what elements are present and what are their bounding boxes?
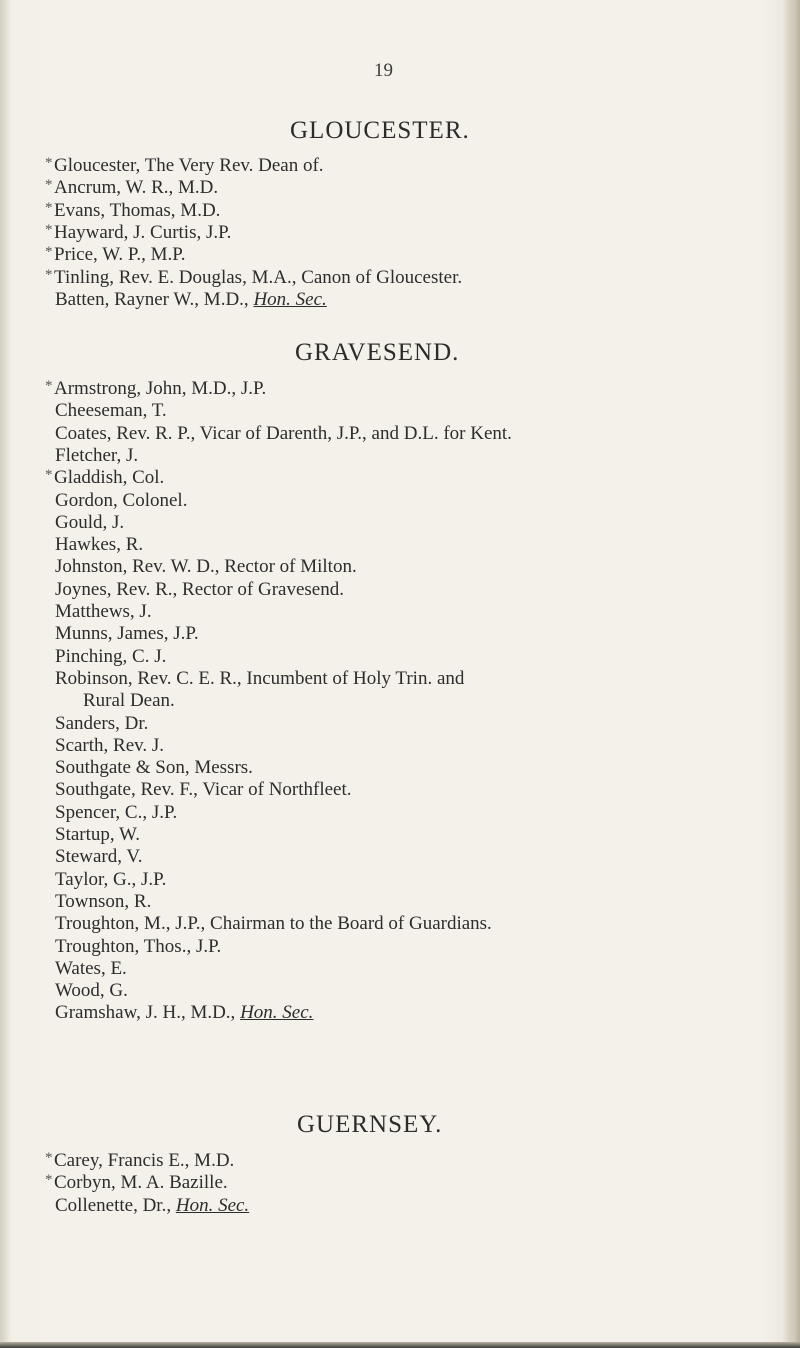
list-item — [83, 690, 175, 712]
entry-text: Carey, Francis E., M.D. — [54, 1150, 235, 1171]
entry-marker: * — [45, 244, 53, 261]
list-item — [55, 735, 164, 757]
entry-text: Gladdish, Col. — [54, 467, 165, 489]
list-item — [55, 646, 166, 668]
entry-marker: * — [45, 467, 53, 484]
list-item — [55, 713, 148, 735]
entry-marker: * — [45, 221, 53, 238]
entry-role-suffix: Hon. Sec. — [253, 288, 327, 310]
entry-text: Gould, J. — [55, 511, 125, 533]
list-item — [55, 913, 492, 935]
entry-text: Batten, Rayner W., M.D., — [55, 288, 254, 310]
entry-text: Munns, James, J.P. — [55, 623, 199, 645]
entry-role-suffix: Hon. Sec. — [175, 1194, 250, 1216]
list-item — [45, 467, 165, 490]
list-item — [45, 378, 267, 401]
entry-marker: * — [45, 1172, 53, 1189]
entry-text: Townson, R. — [55, 890, 152, 912]
list-item — [55, 1002, 313, 1024]
list-item — [45, 199, 221, 223]
list-item — [55, 289, 327, 311]
entry-marker: * — [45, 1150, 53, 1166]
list-item — [55, 1195, 249, 1217]
entry-text: Scarth, Rev. J. — [55, 734, 165, 756]
page-right-edge — [782, 0, 800, 1348]
entry-text: Hawkes, R. — [55, 534, 144, 556]
entry-text: Troughton, Thos., J.P. — [55, 935, 222, 957]
list-item — [55, 423, 512, 445]
entry-text: Cheeseman, T. — [55, 400, 167, 422]
list-item — [55, 445, 138, 467]
entry-text: Price, W. P., M.P. — [54, 244, 186, 266]
list-item — [45, 244, 186, 267]
entry-text: Southgate & Son, Messrs. — [55, 757, 253, 779]
entry-marker: * — [45, 266, 53, 283]
section-heading-gravesend: GRAVESEND. — [295, 339, 460, 366]
entry-text: Robinson, Rev. C. E. R., Incumbent of Holy Trin. and — [55, 667, 465, 689]
entry-text: Rural Dean. — [83, 690, 175, 712]
entry-marker: * — [45, 177, 53, 194]
list-item — [55, 579, 344, 601]
section-heading-gloucester: GLOUCESTER. — [290, 117, 470, 144]
list-item — [55, 824, 140, 846]
list-item — [55, 802, 177, 824]
list-item — [55, 601, 152, 623]
entry-text: Matthews, J. — [55, 601, 152, 622]
page-bottom-edge — [0, 1342, 800, 1348]
entry-text: Troughton, M., J.P., Chairman to the Board of Guardians. — [55, 913, 492, 935]
entry-text: Southgate, Rev. F., Vicar of Northfleet. — [55, 779, 352, 801]
list-item — [55, 668, 464, 690]
section-heading-guernsey: GUERNSEY. — [297, 1111, 443, 1138]
list-item — [55, 534, 143, 556]
entry-text: Startup, W. — [55, 824, 140, 845]
entry-text: Wates, E. — [55, 957, 127, 979]
list-item — [45, 221, 232, 245]
list-item — [55, 936, 221, 958]
entry-text: Hayward, J. Curtis, J.P. — [54, 221, 232, 243]
list-item — [45, 155, 324, 178]
entry-text: Tinling, Rev. E. Douglas, M.A., Canon of Gloucester. — [54, 266, 463, 288]
list-item — [55, 556, 357, 578]
list-item — [45, 266, 463, 290]
entry-text: Taylor, G., J.P. — [55, 868, 167, 890]
entry-role-suffix: Hon. Sec. — [240, 1002, 314, 1024]
entry-text: Joynes, Rev. R., Rector of Gravesend. — [55, 578, 344, 600]
entry-text: Sanders, Dr. — [55, 712, 149, 734]
list-item — [55, 490, 187, 512]
page-number: 19 — [374, 60, 393, 81]
entry-text: Evans, Thomas, M.D. — [54, 199, 221, 221]
entry-text: Johnston, Rev. W. D., Rector of Milton. — [55, 556, 357, 578]
list-item — [45, 177, 219, 200]
list-item — [55, 980, 128, 1002]
entry-text: Steward, V. — [55, 846, 143, 868]
entry-text: Gloucester, The Very Rev. Dean of. — [54, 155, 324, 176]
entry-text: Gordon, Colonel. — [55, 489, 188, 511]
list-item — [55, 846, 142, 868]
entry-text: Collenette, Dr., — [55, 1194, 176, 1216]
list-item — [55, 891, 151, 913]
list-item — [45, 1172, 228, 1195]
entry-text: Coates, Rev. R. P., Vicar of Darenth, J.P., and D.L. for Kent. — [55, 422, 512, 444]
entry-text: Wood, G. — [55, 980, 128, 1002]
list-item — [45, 1150, 235, 1173]
list-item — [55, 757, 253, 779]
list-item — [55, 512, 124, 534]
entry-text: Armstrong, John, M.D., J.P. — [54, 378, 267, 399]
entry-marker: * — [45, 199, 53, 216]
page-left-shadow — [0, 0, 10, 1348]
entry-text: Gramshaw, J. H., M.D., — [55, 1002, 241, 1024]
entry-marker: * — [45, 155, 53, 171]
entry-text: Spencer, C., J.P. — [55, 801, 178, 823]
list-item — [55, 958, 127, 980]
entry-text: Corbyn, M. A. Bazille. — [54, 1172, 228, 1194]
entry-text: Pinching, C. J. — [55, 645, 167, 667]
entry-text: Fletcher, J. — [55, 444, 139, 466]
list-item — [55, 623, 199, 645]
entry-marker: * — [45, 378, 53, 394]
entry-text: Ancrum, W. R., M.D. — [54, 177, 219, 199]
list-item — [55, 869, 166, 891]
list-item — [55, 400, 167, 422]
list-item — [55, 779, 352, 801]
